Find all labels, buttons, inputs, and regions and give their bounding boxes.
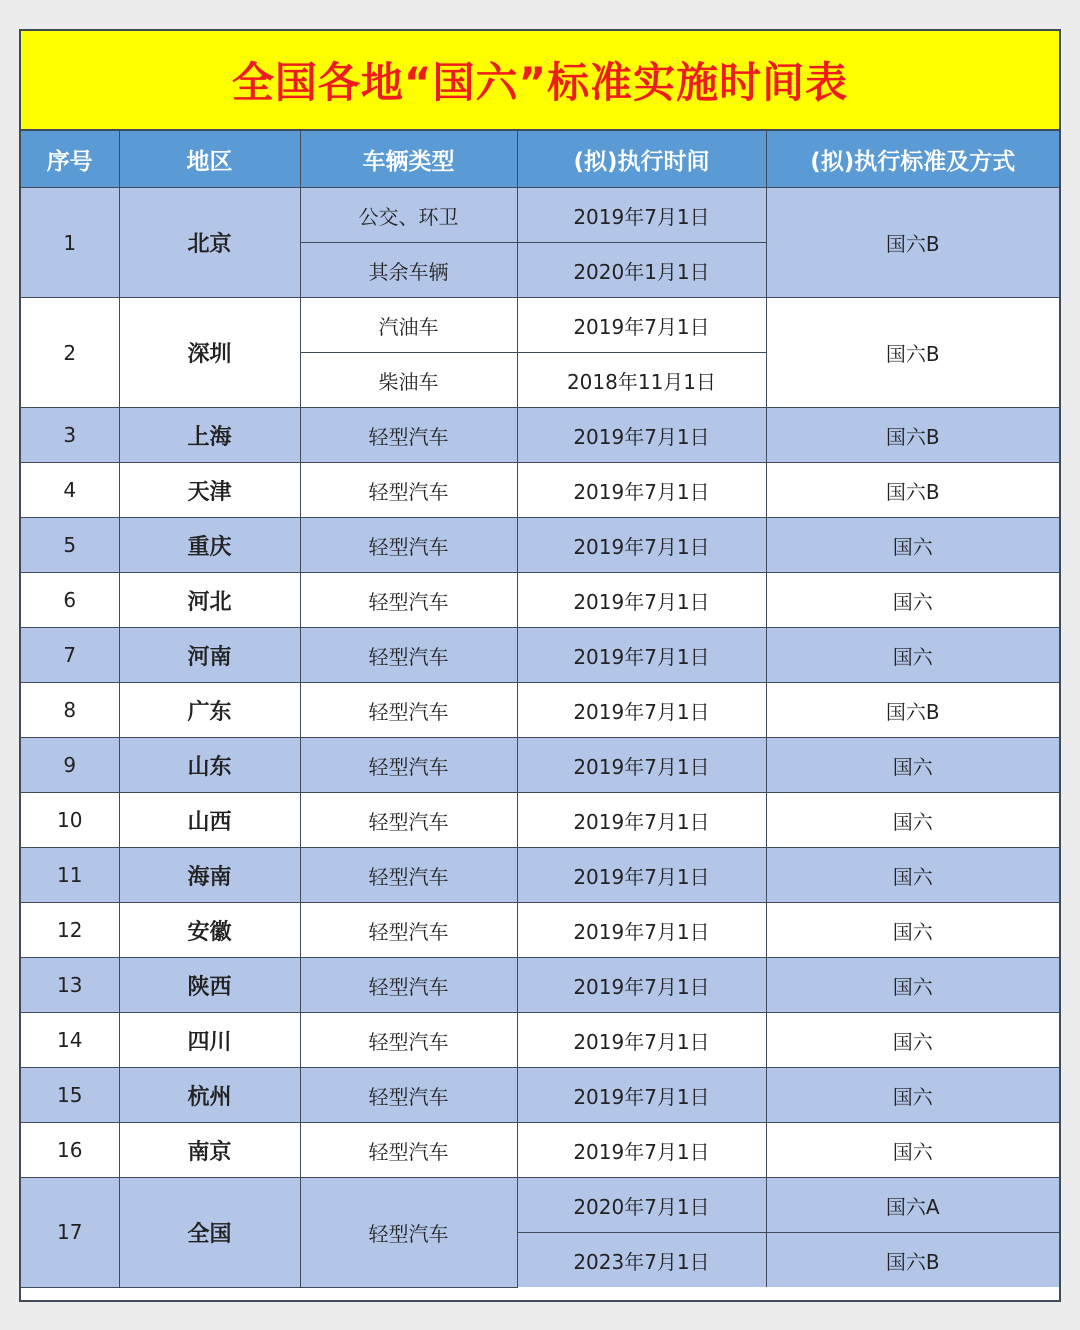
row-date: 2019年7月1日	[517, 958, 766, 1013]
table-row	[21, 903, 1059, 958]
row-vehicle-type: 其余车辆	[300, 243, 517, 298]
title-bar	[21, 31, 1059, 131]
row-date: 2019年7月1日	[517, 793, 766, 848]
table-row	[21, 408, 1059, 463]
row-region: 全国	[119, 1178, 300, 1288]
row-region: 重庆	[119, 518, 300, 573]
row-vehicle-type: 柴油车	[300, 353, 517, 408]
table-row	[21, 958, 1059, 1013]
row-number: 4	[21, 463, 119, 518]
table-row	[21, 1123, 1059, 1178]
table-row	[21, 463, 1059, 518]
schedule-table	[21, 131, 1059, 1288]
row-date: 2019年7月1日	[517, 628, 766, 683]
row-date: 2019年7月1日	[517, 683, 766, 738]
row-number: 3	[21, 408, 119, 463]
row-region: 天津	[119, 463, 300, 518]
row-vehicle-type: 汽油车	[300, 298, 517, 353]
row-vehicle-type: 轻型汽车	[300, 738, 517, 793]
row-region: 安徽	[119, 903, 300, 958]
row-date: 2019年7月1日	[517, 1068, 766, 1123]
row-date: 2023年7月1日	[517, 1233, 766, 1288]
row-date: 2020年7月1日	[517, 1178, 766, 1233]
row-number: 2	[21, 298, 119, 408]
row-number: 14	[21, 1013, 119, 1068]
table-row	[21, 518, 1059, 573]
page-title: 全国各地“国六”标准实施时间表	[231, 58, 849, 107]
row-standard: 国六	[766, 738, 1059, 793]
row-region: 四川	[119, 1013, 300, 1068]
row-date: 2019年7月1日	[517, 298, 766, 353]
header-region: 地区	[119, 131, 300, 188]
row-date: 2019年7月1日	[517, 738, 766, 793]
row-vehicle-type: 公交、环卫	[300, 188, 517, 243]
row-vehicle-type: 轻型汽车	[300, 518, 517, 573]
row-vehicle-type: 轻型汽车	[300, 793, 517, 848]
table-row	[21, 628, 1059, 683]
row-vehicle-type: 轻型汽车	[300, 1068, 517, 1123]
row-standard: 国六	[766, 1123, 1059, 1178]
row-vehicle-type: 轻型汽车	[300, 1013, 517, 1068]
row-vehicle-type: 轻型汽车	[300, 628, 517, 683]
table-row	[21, 1013, 1059, 1068]
header-row	[21, 131, 1059, 188]
row-region: 杭州	[119, 1068, 300, 1123]
table-row	[21, 683, 1059, 738]
row-date: 2019年7月1日	[517, 903, 766, 958]
row-number: 9	[21, 738, 119, 793]
row-date: 2019年7月1日	[517, 1123, 766, 1178]
row-standard: 国六	[766, 628, 1059, 683]
row-region: 河南	[119, 628, 300, 683]
row-standard: 国六	[766, 1068, 1059, 1123]
row-number: 8	[21, 683, 119, 738]
row-date: 2019年7月1日	[517, 408, 766, 463]
row-standard: 国六B	[766, 463, 1059, 518]
row-region: 南京	[119, 1123, 300, 1178]
row-vehicle-type: 轻型汽车	[300, 1123, 517, 1178]
row-vehicle-type: 轻型汽车	[300, 848, 517, 903]
row-standard: 国六	[766, 848, 1059, 903]
schedule-sheet	[19, 29, 1061, 1302]
table-row	[21, 848, 1059, 903]
row-region: 山西	[119, 793, 300, 848]
table-row	[21, 793, 1059, 848]
table-row	[21, 188, 1059, 243]
row-date: 2019年7月1日	[517, 463, 766, 518]
row-region: 海南	[119, 848, 300, 903]
row-number: 15	[21, 1068, 119, 1123]
row-region: 深圳	[119, 298, 300, 408]
row-number: 1	[21, 188, 119, 298]
table-row	[21, 573, 1059, 628]
row-vehicle-type: 轻型汽车	[300, 573, 517, 628]
table-body	[21, 188, 1059, 1288]
row-number: 6	[21, 573, 119, 628]
row-region: 北京	[119, 188, 300, 298]
row-vehicle-type: 轻型汽车	[300, 408, 517, 463]
row-number: 17	[21, 1178, 119, 1288]
row-vehicle-type: 轻型汽车	[300, 683, 517, 738]
row-standard: 国六	[766, 958, 1059, 1013]
row-number: 5	[21, 518, 119, 573]
row-region: 上海	[119, 408, 300, 463]
table-row	[21, 1068, 1059, 1123]
row-standard: 国六B	[766, 683, 1059, 738]
row-date: 2019年7月1日	[517, 848, 766, 903]
row-number: 16	[21, 1123, 119, 1178]
header-no: 序号	[21, 131, 119, 188]
row-vehicle-type: 轻型汽车	[300, 958, 517, 1013]
table-row	[21, 738, 1059, 793]
row-number: 7	[21, 628, 119, 683]
row-date: 2019年7月1日	[517, 518, 766, 573]
row-standard: 国六	[766, 518, 1059, 573]
row-region: 河北	[119, 573, 300, 628]
row-vehicle-type: 轻型汽车	[300, 903, 517, 958]
row-number: 10	[21, 793, 119, 848]
row-standard: 国六	[766, 573, 1059, 628]
row-vehicle-type: 轻型汽车	[300, 1178, 517, 1288]
row-date: 2019年7月1日	[517, 188, 766, 243]
row-standard: 国六B	[766, 298, 1059, 408]
row-number: 12	[21, 903, 119, 958]
row-date: 2019年7月1日	[517, 573, 766, 628]
row-standard: 国六B	[766, 408, 1059, 463]
header-vehicle-type: 车辆类型	[300, 131, 517, 188]
row-standard: 国六	[766, 903, 1059, 958]
row-region: 广东	[119, 683, 300, 738]
row-region: 山东	[119, 738, 300, 793]
row-date: 2018年11月1日	[517, 353, 766, 408]
row-number: 13	[21, 958, 119, 1013]
row-standard: 国六	[766, 793, 1059, 848]
row-date: 2019年7月1日	[517, 1013, 766, 1068]
header-date: (拟)执行时间	[517, 131, 766, 188]
header-standard: (拟)执行标准及方式	[766, 131, 1059, 188]
row-standard: 国六	[766, 1013, 1059, 1068]
row-standard: 国六A	[766, 1178, 1059, 1233]
row-date: 2020年1月1日	[517, 243, 766, 298]
row-vehicle-type: 轻型汽车	[300, 463, 517, 518]
table-row	[21, 298, 1059, 353]
table-row	[21, 1178, 1059, 1233]
row-region: 陕西	[119, 958, 300, 1013]
row-standard: 国六B	[766, 1233, 1059, 1288]
row-standard: 国六B	[766, 188, 1059, 298]
row-number: 11	[21, 848, 119, 903]
